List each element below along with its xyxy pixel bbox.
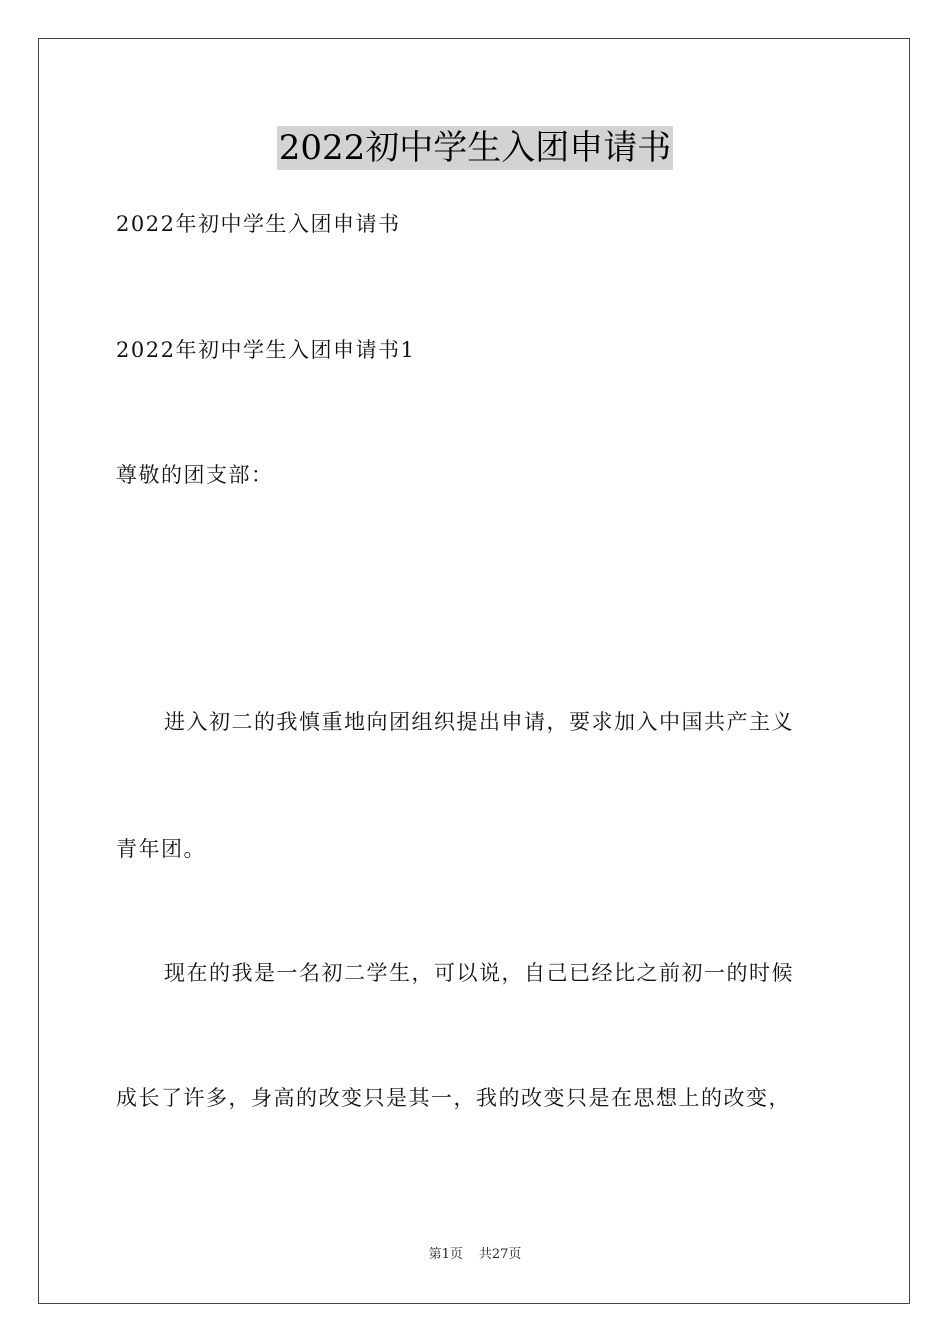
document-title: 2022初中学生入团申请书 — [278, 128, 672, 168]
subtitle-line: 2022年初中学生入团申请书 — [116, 212, 401, 236]
page-total: 共27页 — [478, 1247, 522, 1262]
paragraph-line: 成长了许多，身高的改变只是其一，我的改变只是在思想上的改变， — [116, 1086, 791, 1110]
paragraph-line: 进入初二的我慎重地向团组织提出申请，要求加入中国共产主义 — [164, 710, 794, 734]
section-heading: 2022年初中学生入团申请书1 — [116, 338, 416, 362]
page-number: 第1页 — [428, 1247, 463, 1262]
title-container — [0, 126, 950, 170]
paragraph-line: 现在的我是一名初二学生，可以说，自己已经比之前初一的时候 — [164, 961, 794, 985]
page-footer — [0, 1246, 950, 1264]
salutation: 尊敬的团支部： — [116, 463, 274, 487]
paragraph-line: 青年团。 — [116, 837, 206, 861]
